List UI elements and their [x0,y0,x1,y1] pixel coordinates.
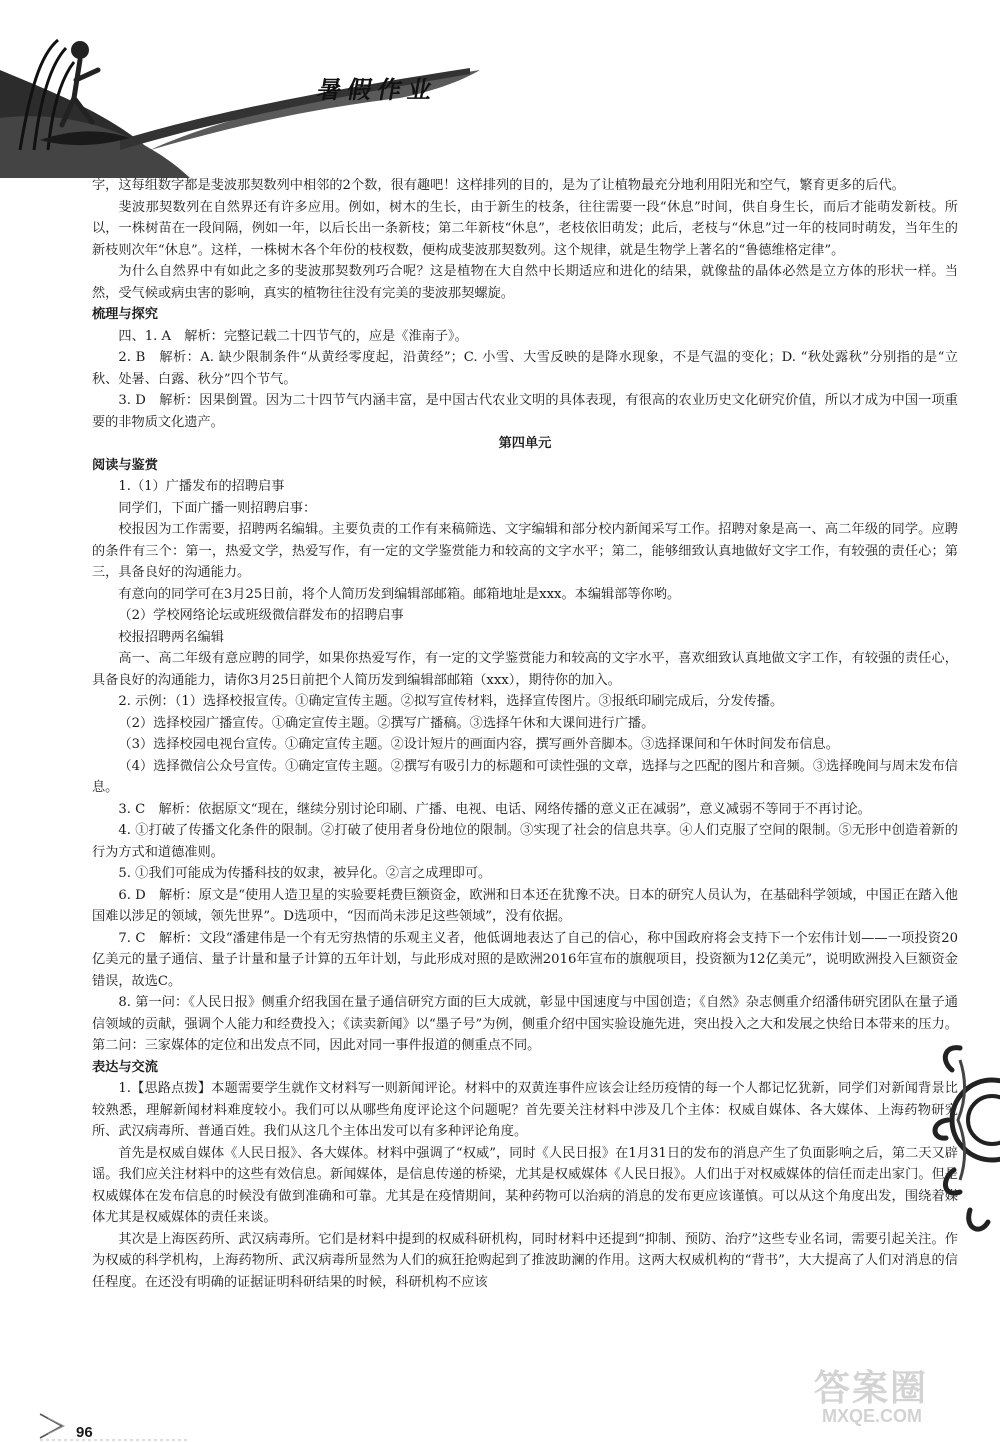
answer-item: 3. C 解析：依据原文“现在，继续分别讨论印刷、广播、电视、电话、网络传播的意义正在减弱”，意义减弱不等同于不再讨论。 [118,801,871,817]
paragraph: 同学们，下面广播一则招聘启事： [118,500,317,516]
paragraph: 有意向的同学可在3月25日前，将个人简历发到编辑部邮箱。邮箱地址是xxx。本编辑部等你哟。 [118,586,681,602]
sun-swirl-decoration [930,1030,1000,1250]
page-number-marker [0,1400,200,1442]
answer-item: （2）学校网络论坛或班级微信群发布的招聘启事 [118,608,404,623]
page-number: 96 [76,1424,93,1441]
answer-item: 6. D 解析：原文是“使用人造卫星的实验要耗费巨额资金，欧洲和日本还在犹豫不决。日本的研究人员认为，在基础科学领域，中国正在踏入他国难以涉足的领域，领先世界”。D选项中，“因而尚未涉足这些领域”，没有依据。 [92,887,958,924]
banner-title: 暑假作业 [315,76,441,104]
answer-item: 4. ①打破了传播文化条件的限制。②打破了使用者身份地位的限制。③实现了社会的信息共享。④人们克服了空间的限制。⑤无形中创造着新的行为方式和道德准则。 [92,823,958,860]
answer-item: 5. ①我们可能成为传播科技的奴隶，被异化。②言之成理即可。 [118,866,492,881]
watermark-logo [808,1360,983,1438]
answer-item: 1.【思路点拨】本题需要学生就作文材料写一则新闻评论。材料中的双黄连事件应该会让经历疫情的每一个人都记忆犹新，同学们对新闻背景比较熟悉，理解新闻材料难度较小。我们可以从哪些角度评论这个问题呢？首先要关注材料中涉及几个主体：权威自媒体、各大媒体、上海药物研究所、武汉病毒所、普通百姓。我们从这几个主体出发可以有多种评论角度。 [92,1081,958,1139]
answer-item: 2. 示例：（1）选择校报宣传。①确定宣传主题。②拟写宣传材料，选择宣传图片。③报纸印刷完成后，分发传播。 [118,694,784,709]
watermark-url: MXQE.COM [822,1406,923,1426]
answer-item: 1.（1）广播发布的招聘启事 [118,479,285,494]
answer-item: 四、1. A 解析：完整记载二十四节气的，应是《淮南子》。 [118,328,468,344]
answer-item: （4）选择微信公众号宣传。①确定宣传主题。②撰写有吸引力的标题和可读性强的文章，选择与之匹配的图片和音频。③选择晚间与周末发布信息。 [92,758,958,795]
unit-heading: 第四单元 [498,436,552,451]
paragraph: 首先是权威自媒体《人民日报》、各大媒体。材料中强调了“权威”，同时《人民日报》在1月31日的发布的消息产生了负面影响之后，第二天又辟谣。我们应关注材料中的这些有效信息。新闻媒体，是信息传递的桥梁，尤其是权威媒体《人民日报》。人们出于对权威媒体的信任而走出家门。但是权威媒体在发布信息的时候没有做到准确和可靠。尤其是在疫情期间，某种药物可以治病的消息的发布更应该谨慎。可以从这个角度出发，围绕着媒体尤其是权威媒体的责任来谈。 [92,1145,958,1225]
paragraph: 其次是上海医药所、武汉病毒所。它们是材料中提到的权威科研机构，同时材料中还提到“抑制、预防、治疗”这些专业名词，需要引起关注。作为权威的科学机构，上海药物所、武汉病毒所显然为人们的疯狂抢购起到了推波助澜的作用。这两大权威机构的“背书”，大大提高了人们对消息的信任程度。在还没有明确的证据证明科研结果的时候，科研机构不应该 [92,1231,958,1290]
paragraph: 校报招聘两名编辑 [118,629,224,645]
paragraph: 字，这每组数字都是斐波那契数列中相邻的2个数，很有趣吧！这样排列的目的，是为了让植物最充分地利用阳光和空气，繁育更多的后代。 [92,178,905,193]
answer-item: 7. C 解析：文段“潘建伟是一个有无穷热情的乐观主义者，他低调地表达了自己的信心，称中国政府将会支持下一个宏伟计划——一项投资20亿美元的量子通信、量子计量和量子计算的五年计划，与此形成对照的是欧洲2016年宣布的旗舰项目，投资额为12亿美元”，说明欧洲投入巨额资金错误，故选C。 [92,930,958,989]
answer-item: 2. B 解析：A. 缺少限制条件“从黄经零度起，沿黄经”；C. 小雪、大雪反映的是降水现象，不是气温的变化；D. “秋处露秋”分别指的是“立秋、处暑、白露、秋分”四个节气。 [92,350,958,387]
section-heading: 阅读与鉴赏 [92,457,158,473]
answer-item: （2）选择校园广播宣传。①确定宣传主题。②撰写广播稿。③选择午休和大课间进行广播。 [118,715,655,731]
answer-item: 3. D 解析：因果倒置。因为二十四节气内涵丰富，是中国古代农业文明的具体表现，有很高的农业历史文化研究价值，所以才成为中国一项重要的非物质文化遗产。 [92,393,958,430]
paragraph: 校报因为工作需要，招聘两名编辑。主要负责的工作有来稿筛选、文字编辑和部分校内新闻采写工作。招聘对象是高一、高二年级的同学。应聘的条件有三个：第一，热爱文学，热爱写作，有一定的文学鉴赏能力和较高的文字水平；第二，能够细致认真地做好文字工作，有较强的责任心；第三，具备良好的沟通能力。 [92,522,958,580]
answer-text-body [92,175,958,1335]
answer-item: 8. 第一问：《人民日报》侧重介绍我国在量子通信研究方面的巨大成就，彰显中国速度与中国创造；《自然》杂志侧重介绍潘伟研究团队在量子通信领域的贡献，强调个人能力和经费投入；《读卖新闻》以“墨子号”为例，侧重介绍中国实验设施先进，突出投入之大和发展之快给日本带来的压力。第二问：三家媒体的定位和出发点不同，因此对同一事件报道的侧重点不同。 [92,995,958,1053]
watermark-text: 答案圈 [814,1368,929,1409]
section-heading: 梳理与探究 [92,307,158,322]
paragraph: 高一、高二年级有意应聘的同学，如果你热爱写作，有一定的文学鉴赏能力和较高的文字水平，喜欢细致认真地做文字工作，有较强的责任心，具备良好的沟通能力，请你3月25日前把个人简历发到编辑部邮箱（xxx），期待你的加入。 [92,651,958,688]
answer-item: （3）选择校园电视台宣传。①确定宣传主题。②设计短片的画面内容，撰写画外音脚本。③选择课间和午休时间发布信息。 [118,737,839,752]
paragraph: 斐波那契数列在自然界还有许多应用。例如，树木的生长，由于新生的枝条，往往需要一段“休息”时间，供自身生长，而后才能萌发新枝。所以，一株树苗在一段间隔，例如一年，以后长出一条新枝；第二年新枝“休息”，老枝依旧萌发；此后，老枝与“休息”过一年的枝同时萌发，当年生的新枝则次年“休息”。这样，一株树木各个年份的枝杈数，便构成斐波那契数列。这个规律，就是生物学上著名的“鲁德维格定律”。 [92,199,958,258]
section-heading: 表达与交流 [92,1059,158,1075]
paragraph: 为什么自然界中有如此之多的斐波那契数列巧合呢？这是植物在大自然中长期适应和进化的结果，就像盐的晶体必然是立方体的形状一样。当然，受气候或病虫害的影响，真实的植物往往没有完美的斐波那契螺旋。 [92,264,958,301]
header-banner-illustration [0,0,1000,190]
